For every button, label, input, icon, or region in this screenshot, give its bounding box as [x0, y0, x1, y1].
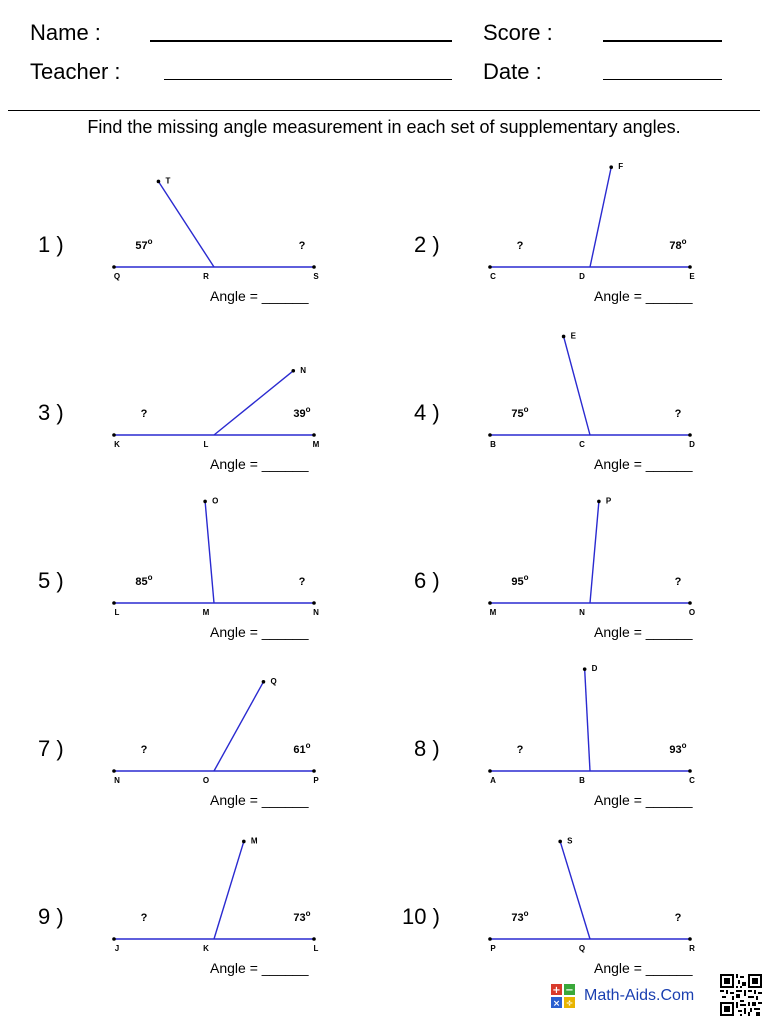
point-label: B [579, 776, 585, 785]
point-label: R [689, 944, 695, 953]
angle-label: 85$^o$ [135, 573, 153, 588]
answer-blank: Angle = ______ [594, 960, 693, 976]
problem-9 [0, 836, 384, 1008]
ray-line [564, 336, 590, 435]
angle-figure [384, 162, 768, 288]
point-dot [688, 937, 692, 941]
missing-angle-label: ? [298, 576, 306, 588]
point-label: Q [113, 272, 121, 281]
problem-6 [384, 496, 768, 672]
name-blank [150, 40, 452, 42]
point-dot [262, 680, 266, 684]
point-label: O [212, 496, 219, 506]
answer-blank: Angle = ______ [210, 792, 309, 808]
point-label: L [203, 440, 209, 449]
angle-label: 95$^o$ [511, 573, 529, 588]
date-label: Date : [483, 59, 542, 84]
point-label: R [203, 272, 209, 281]
problem-number: 6 ) [414, 568, 440, 593]
answer-blank: Angle = ______ [210, 456, 309, 472]
point-dot [112, 265, 116, 269]
problem-7 [0, 672, 384, 840]
point-dot [488, 601, 492, 605]
angle-label: 73$^o$ [511, 909, 529, 924]
point-dot [688, 433, 692, 437]
answer-blank: Angle = ______ [210, 624, 309, 640]
degree-symbol: o [147, 237, 153, 246]
ray-line [205, 501, 214, 603]
point-dot [488, 265, 492, 269]
point-dot [688, 769, 692, 773]
point-dot [688, 601, 692, 605]
point-label: S [313, 272, 319, 281]
answer-blank: Angle = ______ [594, 288, 693, 304]
point-label: P [313, 776, 319, 785]
angle-figure [0, 836, 384, 960]
angle-figure [384, 331, 768, 456]
missing-angle-label: ? [298, 240, 306, 252]
missing-angle-label: ? [140, 744, 148, 756]
missing-angle-label: ? [674, 408, 682, 420]
degree-symbol: o [305, 741, 311, 750]
point-label: Q [270, 676, 277, 686]
point-label: S [567, 836, 573, 846]
point-dot [583, 667, 587, 671]
point-dot [291, 369, 295, 373]
problem-4 [384, 331, 768, 504]
angle-figure [0, 168, 384, 288]
svg-text:÷: ÷ [565, 999, 574, 1008]
point-dot [312, 769, 316, 773]
missing-angle-label: ? [674, 576, 682, 588]
problem-5 [0, 496, 384, 672]
problem-number: 3 ) [38, 400, 64, 425]
ray-line [590, 167, 611, 267]
point-label: P [490, 944, 496, 953]
name-label: Name : [30, 20, 101, 45]
problem-number: 5 ) [38, 568, 64, 593]
point-label: C [689, 776, 695, 785]
point-label: K [203, 944, 209, 953]
teacher-blank [164, 79, 452, 80]
svg-text:−: − [565, 985, 574, 996]
date-blank [603, 79, 722, 80]
problem-number: 7 ) [38, 736, 64, 761]
answer-blank: Angle = ______ [594, 792, 693, 808]
point-dot [488, 769, 492, 773]
point-dot [112, 601, 116, 605]
problem-number: 1 ) [38, 232, 64, 257]
degree-symbol: o [681, 237, 687, 246]
site-link[interactable]: Math-Aids.Com [584, 987, 695, 1004]
point-label: M [202, 608, 210, 617]
point-dot [157, 180, 161, 184]
point-dot [312, 433, 316, 437]
angle-figure [0, 672, 384, 792]
angle-figure [384, 836, 768, 960]
point-dot [488, 937, 492, 941]
point-dot [562, 335, 566, 339]
angle-figure [384, 496, 768, 624]
point-dot [203, 500, 207, 504]
answer-blank: Angle = ______ [594, 624, 693, 640]
point-label: D [579, 272, 585, 281]
degree-symbol: o [523, 573, 529, 582]
point-label: O [688, 608, 696, 617]
point-label: N [579, 608, 585, 617]
point-label: Q [578, 944, 586, 953]
ray-line [214, 682, 263, 771]
point-label: N [300, 365, 307, 375]
angle-figure [0, 496, 384, 624]
answer-blank: Angle = ______ [210, 288, 309, 304]
point-label: A [490, 776, 496, 785]
point-label: L [114, 608, 120, 617]
point-label: F [618, 162, 624, 172]
point-dot [112, 433, 116, 437]
degree-symbol: o [523, 909, 529, 918]
point-dot [609, 165, 613, 169]
teacher-label: Teacher : [30, 59, 121, 84]
point-dot [688, 265, 692, 269]
angle-label: 39$^o$ [293, 405, 311, 420]
ray-line [560, 841, 590, 939]
svg-text:×: × [552, 999, 561, 1008]
missing-angle-label: ? [140, 912, 148, 924]
point-label: N [313, 608, 319, 617]
point-label: M [250, 836, 258, 846]
missing-angle-label: ? [140, 408, 148, 420]
missing-angle-label: ? [516, 240, 524, 252]
ray-line [214, 841, 244, 939]
angle-label: 61$^o$ [293, 741, 311, 756]
angle-label: 78$^o$ [669, 237, 687, 252]
point-dot [112, 769, 116, 773]
degree-symbol: o [305, 909, 311, 918]
point-dot [597, 500, 601, 504]
ray-line [158, 181, 214, 267]
point-label: M [489, 608, 497, 617]
problem-number: 9 ) [38, 904, 64, 929]
problem-number: 8 ) [414, 736, 440, 761]
angle-label: 57$^o$ [135, 237, 153, 252]
point-label: T [165, 176, 171, 186]
point-label: L [313, 944, 319, 953]
qr-code-icon [720, 974, 762, 1016]
math-aids-calculator-icon [551, 984, 575, 1008]
problem-10 [384, 836, 768, 1008]
point-dot [242, 840, 246, 844]
point-label: E [689, 272, 695, 281]
angle-figure [0, 336, 384, 456]
score-label: Score : [483, 20, 553, 45]
point-label: M [312, 440, 320, 449]
point-label: D [689, 440, 695, 449]
angle-label: 73$^o$ [293, 909, 311, 924]
problem-number: 10 ) [402, 904, 440, 929]
problem-number: 4 ) [414, 400, 440, 425]
point-label: K [114, 440, 120, 449]
missing-angle-label: ? [674, 912, 682, 924]
point-dot [312, 601, 316, 605]
degree-symbol: o [681, 741, 687, 750]
degree-symbol: o [523, 405, 529, 414]
point-dot [488, 433, 492, 437]
point-label: B [490, 440, 496, 449]
point-label: P [605, 496, 612, 506]
problem-1 [0, 168, 384, 336]
angle-figure [384, 664, 768, 792]
point-dot [312, 265, 316, 269]
point-label: D [591, 664, 598, 674]
degree-symbol: o [305, 405, 311, 414]
ray-line [585, 669, 590, 771]
angle-label: 75$^o$ [511, 405, 529, 420]
point-label: C [490, 272, 496, 281]
ray-line [590, 501, 599, 603]
point-label: E [570, 331, 576, 341]
instructions: Find the missing angle measurement in each set of supplementary angles. [87, 117, 681, 137]
missing-angle-label: ? [516, 744, 524, 756]
point-dot [558, 840, 562, 844]
point-dot [112, 937, 116, 941]
problem-2 [384, 162, 768, 336]
svg-text:+: + [552, 985, 561, 996]
answer-blank: Angle = ______ [210, 960, 309, 976]
problem-8 [384, 664, 768, 840]
problem-3 [0, 336, 384, 504]
header-divider [8, 110, 760, 111]
score-blank [603, 40, 722, 42]
point-label: N [114, 776, 120, 785]
problem-number: 2 ) [414, 232, 440, 257]
answer-blank: Angle = ______ [594, 456, 693, 472]
angle-label: 93$^o$ [669, 741, 687, 756]
degree-symbol: o [147, 573, 153, 582]
point-label: O [202, 776, 210, 785]
point-label: J [114, 944, 120, 953]
point-dot [312, 937, 316, 941]
ray-line [214, 371, 293, 435]
point-label: C [579, 440, 585, 449]
